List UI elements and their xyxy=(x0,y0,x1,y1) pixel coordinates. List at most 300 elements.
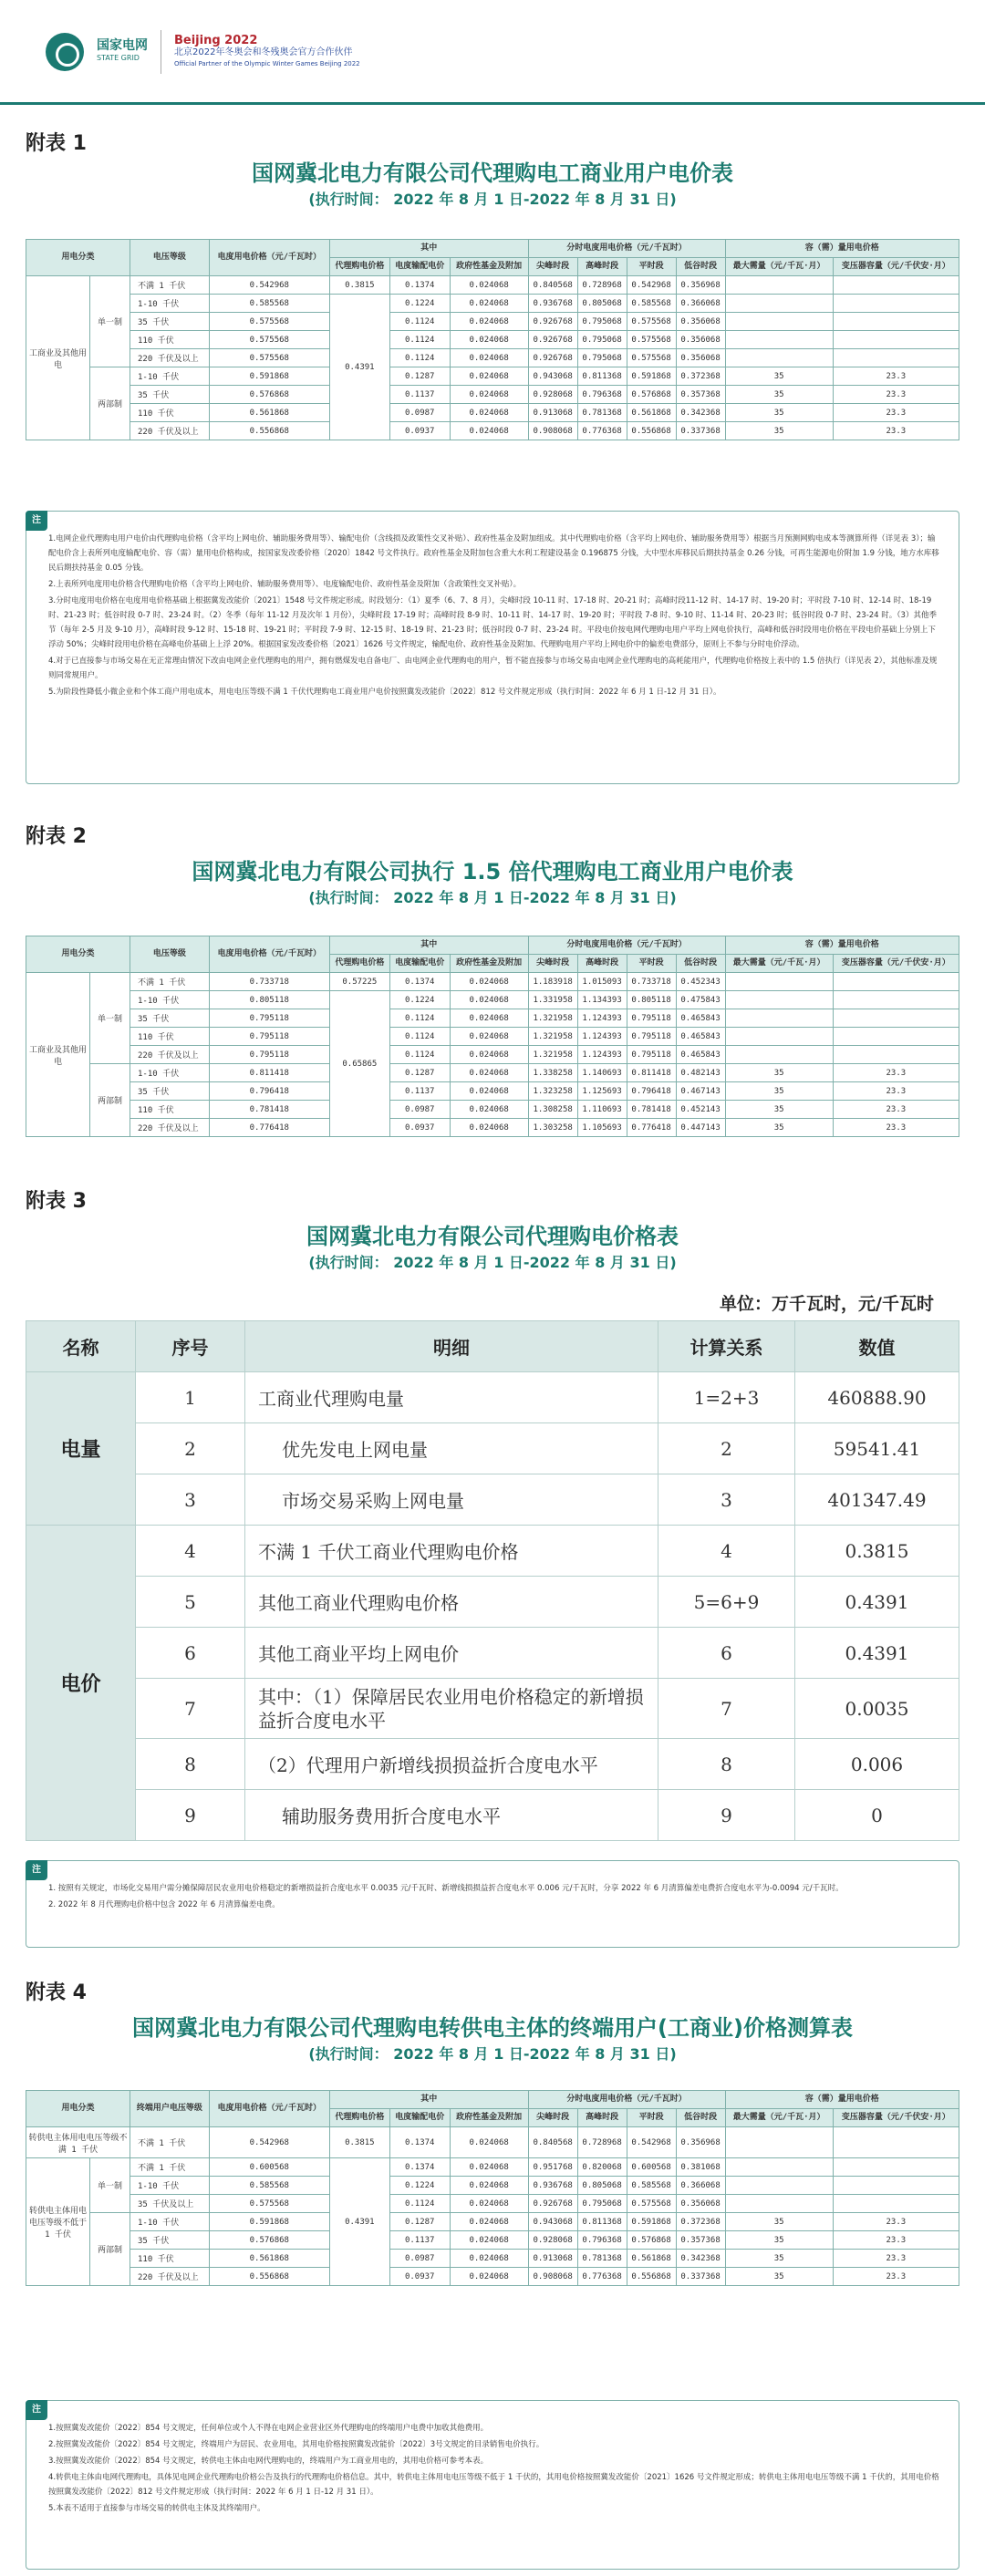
note-item: 2.上表所列电度用电价格含代理购电价格（含平均上网电价、辅助服务费用等）、电度输配电价、政府性基金及附加（含政策性交叉补贴）。 xyxy=(48,580,522,589)
cell: 1.331958 xyxy=(528,991,577,1009)
table3-period: (执行时间： 2022 年 8 月 1 日-2022 年 8 月 31 日) xyxy=(308,1254,677,1271)
cell: 0.795118 xyxy=(627,1009,676,1028)
table-row xyxy=(26,349,959,367)
cell: 0.1374 xyxy=(389,2158,450,2177)
table-row xyxy=(26,2158,959,2177)
header-end-user-voltage: 终端用户电压等级 xyxy=(130,2091,210,2127)
header-divider xyxy=(0,102,985,105)
cell xyxy=(833,276,959,295)
table-row xyxy=(26,2268,959,2286)
cell: 1.183918 xyxy=(528,973,577,991)
table-row xyxy=(26,2177,959,2195)
header-purchase: 代理购电价格 xyxy=(329,955,389,973)
cell: 0.024068 xyxy=(450,367,528,386)
table-row xyxy=(26,1577,959,1628)
cell: 0.576868 xyxy=(209,386,329,404)
header-purchase: 代理购电价格 xyxy=(329,2109,389,2127)
cell: 0.356068 xyxy=(676,349,725,367)
table-row xyxy=(26,386,959,404)
cell xyxy=(725,1046,833,1064)
cell: 35 千伏 xyxy=(130,386,210,404)
cell: 0.465843 xyxy=(676,1009,725,1028)
cell: 0.585568 xyxy=(209,295,329,313)
header-of-which: 其中 xyxy=(329,2091,528,2109)
cell: 0.795118 xyxy=(627,1028,676,1046)
cell: 1-10 千伏 xyxy=(130,991,210,1009)
cell: 0.482143 xyxy=(676,1064,725,1082)
cell: 0.936768 xyxy=(528,295,577,313)
cell: 35 xyxy=(725,1101,833,1119)
cell: 0.811418 xyxy=(209,1064,329,1082)
cell: 不满 1 千伏 xyxy=(130,2158,210,2177)
cell: 4 xyxy=(658,1526,795,1577)
cell: 220 千伏及以上 xyxy=(130,2268,210,2286)
header-transformer: 变压器容量（元/千伏安·月） xyxy=(833,2109,959,2127)
cell: 0.1287 xyxy=(389,2213,450,2231)
cell: 6 xyxy=(658,1628,795,1679)
cell: 0.3815 xyxy=(329,2127,389,2158)
cell: 0.928068 xyxy=(528,386,577,404)
cell xyxy=(725,295,833,313)
note-item: 1. 按照有关规定，市场化交易用户需分摊保障居民农业用电价格稳定的新增损益折合度电水平 0.0035 元/千瓦时、新增线损损益折合度电水平 0.006 元/千瓦时，分享 2022 年 6 月清算偏差电费折合度电水平为-0.0094 元/千瓦时。 xyxy=(48,1884,844,1893)
note-item: 5.为阶段性降低小微企业和个体工商户用电成本，用电电压等级不满 1 千伏代理购电工商业用户电价按照冀发改能价〔2022〕812 号文件规定形成（执行时间：2022 年 6 月 1 日-12 月 31 日）。 xyxy=(48,688,721,697)
cell: 23.3 xyxy=(833,422,959,440)
cell: 0.796368 xyxy=(577,2231,627,2250)
cell: 35 xyxy=(725,422,833,440)
cell: 0.781368 xyxy=(577,404,627,422)
table-row xyxy=(26,2195,959,2213)
cell: 0.1137 xyxy=(389,1082,450,1101)
note-tag: 注 xyxy=(26,1860,47,1880)
header-tou: 分时电度用电价格（元/千瓦时） xyxy=(528,240,725,258)
cell: 0.1124 xyxy=(389,331,450,349)
note-item: 4.转供电主体由电网代理购电，具体见电网企业代理购电价格公告及执行的代理购电价格信息。其中，转供电主体用电电压等级不低于 1 千伏的，其用电价格按照冀发改能价〔2021〕1626 号文件规定形成；转供电主体用电电压等级不满 1 千伏的，其用电价格按照冀发改能价〔2022〕812 号文件规定形成（执行时间：2022 年 6 月 1 日-12 月 31 日）。 xyxy=(48,2473,939,2497)
cell-merged-purchase: 0.65865 xyxy=(329,991,389,1137)
table3-title: 国网冀北电力有限公司代理购电价格表 xyxy=(306,1224,679,1249)
cell: 0.366068 xyxy=(676,295,725,313)
cell: 0.796418 xyxy=(209,1082,329,1101)
cell: 0.024068 xyxy=(450,1119,528,1137)
cell: 23.3 xyxy=(833,1101,959,1119)
cell: 0.591868 xyxy=(627,2213,676,2231)
header-peak-top: 尖峰时段 xyxy=(528,258,577,276)
cell: 不满 1 千伏 xyxy=(130,276,210,295)
cell: 0.796418 xyxy=(627,1082,676,1101)
table3 xyxy=(26,1320,959,1841)
header-purchase: 代理购电价格 xyxy=(329,258,389,276)
cell: 220 千伏及以上 xyxy=(130,1119,210,1137)
detail-cell: 优先发电上网电量 xyxy=(245,1423,658,1474)
note-item: 1.电网企业代理购电用户电价由代理购电价格（含平均上网电价、辅助服务费用等）、输配电价（含线损及政策性交叉补贴）、政府性基金及附加组成。其中代理购电价格（含平均上网电价、辅助服务费用等）根据当月预测网购电成本等测算所得（详见表 3）；输配电价含上表所列电度输配电价、容（需）量用电价格构成，按国家发改委价格〔2020〕1842 号文件执行。政府性基金及附加包含重大水利工程建设基金 0.196875 分钱，大中型水库移民后期扶持基金 0.26 分钱，可再生能源电价附加 1.9 分钱，地方水库移民后期扶持基金 0.05 分钱。 xyxy=(48,534,939,573)
cell: 0.542968 xyxy=(627,276,676,295)
cell: 0.585568 xyxy=(209,2177,329,2195)
state-grid-logo-icon xyxy=(46,33,84,71)
cell: 0.1374 xyxy=(389,2127,450,2158)
cell xyxy=(725,2195,833,2213)
cell: 0.024068 xyxy=(450,1009,528,1028)
cell: 0.024068 xyxy=(450,1101,528,1119)
cell xyxy=(833,973,959,991)
header-transformer: 变压器容量（元/千伏安·月） xyxy=(833,258,959,276)
header-fund: 政府性基金及附加 xyxy=(450,258,528,276)
cell: 0.951768 xyxy=(528,2158,577,2177)
header-price: 电度用电价格（元/千瓦时） xyxy=(209,240,329,276)
cell: 0.381068 xyxy=(676,2158,725,2177)
header-col-0: 名称 xyxy=(26,1321,136,1372)
cell: 1-10 千伏 xyxy=(130,295,210,313)
cell: 0.0035 xyxy=(795,1679,959,1739)
cell: 35 xyxy=(725,386,833,404)
cell: 0.591868 xyxy=(627,367,676,386)
cell: 0.600568 xyxy=(209,2158,329,2177)
cell: 0.1374 xyxy=(389,973,450,991)
cell: 0.356968 xyxy=(676,276,725,295)
table-row xyxy=(26,2213,959,2231)
cell: 35 xyxy=(725,2231,833,2250)
cell: 0.728968 xyxy=(577,276,627,295)
cell xyxy=(833,1046,959,1064)
header-peak-top: 尖峰时段 xyxy=(528,2109,577,2127)
cell: 0.936768 xyxy=(528,2177,577,2195)
cell: 0.561868 xyxy=(627,2250,676,2268)
cell: 1.321958 xyxy=(528,1028,577,1046)
cell: 0.781368 xyxy=(577,2250,627,2268)
cell: 0.006 xyxy=(795,1739,959,1790)
group-below-1kv: 转供电主体用电电压等级不满 1 千伏 xyxy=(26,2127,130,2158)
cell: 0.024068 xyxy=(450,276,528,295)
note-tag: 注 xyxy=(26,2400,47,2420)
table-row xyxy=(26,422,959,440)
cell: 23.3 xyxy=(833,1064,959,1082)
cell: 0.795068 xyxy=(577,313,627,331)
cell: 1.338258 xyxy=(528,1064,577,1082)
cell: 0.024068 xyxy=(450,2127,528,2158)
cell: 0.024068 xyxy=(450,2213,528,2231)
cell: 0.452143 xyxy=(676,1101,725,1119)
cell: 35 xyxy=(725,2250,833,2268)
table-row xyxy=(26,1790,959,1841)
cell: 0.575568 xyxy=(627,313,676,331)
cell: 0.840568 xyxy=(528,2127,577,2158)
cell: 0.475843 xyxy=(676,991,725,1009)
header-capacity: 容（需）量用电价格 xyxy=(725,2091,959,2109)
header-price: 电度用电价格（元/千瓦时） xyxy=(209,936,329,973)
cell: 0.024068 xyxy=(450,991,528,1009)
cell: 0.1124 xyxy=(389,1028,450,1046)
category-quantity: 电量 xyxy=(26,1372,136,1526)
header-maxdemand: 最大需量（元/千瓦·月） xyxy=(725,258,833,276)
cell: 4 xyxy=(136,1526,245,1577)
cell xyxy=(833,1028,959,1046)
group-above-1kv: 转供电主体用电电压等级不低于 1 千伏 xyxy=(26,2158,90,2286)
cell xyxy=(833,2127,959,2158)
note-item: 4.对于已直接参与市场交易在无正常理由情况下改由电网企业代理购电的用户，拥有燃煤发电自备电厂、由电网企业代理购电的用户，暂不能直接参与市场交易由电网企业代理购电的高耗能用户，代理购电价格按上表中的 1.5 倍执行（详见表 2），其他标准及规则同常规用户。 xyxy=(48,657,938,680)
cell: 0.556868 xyxy=(627,2268,676,2286)
note-item: 1.按照冀发改能价〔2022〕854 号文规定，任何单位或个人不得在电网企业营业区外代理购电的终端用户电费中加收其他费用。 xyxy=(48,2424,489,2433)
cell: 35 xyxy=(725,2213,833,2231)
cell: 1-10 千伏 xyxy=(130,2213,210,2231)
cell xyxy=(833,349,959,367)
table-row xyxy=(26,295,959,313)
cell: 0.024068 xyxy=(450,2231,528,2250)
cell: 0.1374 xyxy=(389,276,450,295)
cell xyxy=(725,331,833,349)
cell: 23.3 xyxy=(833,2231,959,2250)
header-peak: 高峰时段 xyxy=(577,258,627,276)
cell: 110 千伏 xyxy=(130,2250,210,2268)
cell: 0.585568 xyxy=(627,295,676,313)
cell: 0.575568 xyxy=(627,2195,676,2213)
cell xyxy=(725,2127,833,2158)
table4-period: (执行时间： 2022 年 8 月 1 日-2022 年 8 月 31 日) xyxy=(308,2045,677,2063)
cell: 0.372368 xyxy=(676,367,725,386)
cell-merged-purchase: 0.4391 xyxy=(329,2158,389,2286)
header-valley: 低谷时段 xyxy=(676,2109,725,2127)
cell: 110 千伏 xyxy=(130,331,210,349)
cell: 0.024068 xyxy=(450,404,528,422)
group-single: 单一制 xyxy=(90,973,130,1064)
header-col-1: 序号 xyxy=(136,1321,245,1372)
detail-cell: 不满 1 千伏工商业代理购电价格 xyxy=(245,1526,658,1577)
table2-title: 国网冀北电力有限公司执行 1.5 倍代理购电工商业用户电价表 xyxy=(192,859,793,885)
header-flat: 平时段 xyxy=(627,955,676,973)
cell: 0.926768 xyxy=(528,313,577,331)
cell: 23.3 xyxy=(833,386,959,404)
cell: 不满 1 千伏 xyxy=(130,2127,210,2158)
table1 xyxy=(26,239,959,440)
cell: 0.366068 xyxy=(676,2177,725,2195)
cell: 0.575568 xyxy=(209,331,329,349)
cell: 0.372368 xyxy=(676,2213,725,2231)
cell: 35 xyxy=(725,1082,833,1101)
group-commercial: 工商业及其他用电 xyxy=(26,276,90,440)
cell: 0.805068 xyxy=(577,295,627,313)
cell xyxy=(725,349,833,367)
cell: 0.447143 xyxy=(676,1119,725,1137)
table-row xyxy=(26,1009,959,1028)
detail-cell: 其中：（1）保障居民农业用电价格稳定的新增损益折合度电水平 xyxy=(245,1679,658,1739)
header-maxdemand: 最大需量（元/千瓦·月） xyxy=(725,2109,833,2127)
group-single: 单一制 xyxy=(90,2158,130,2213)
cell: 0.576868 xyxy=(209,2231,329,2250)
cell: 23.3 xyxy=(833,1082,959,1101)
table-row xyxy=(26,1423,959,1474)
table2-period: (执行时间： 2022 年 8 月 1 日-2022 年 8 月 31 日) xyxy=(308,889,677,906)
cell: 0.337368 xyxy=(676,2268,725,2286)
attachment-3-label: 附表 3 xyxy=(26,1190,87,1213)
header-trans: 电度输配电价 xyxy=(389,2109,450,2127)
cell: 0 xyxy=(795,1790,959,1841)
cell: 0.575568 xyxy=(627,349,676,367)
table4-notes xyxy=(26,2400,959,2570)
cell-merged-purchase: 0.4391 xyxy=(329,295,389,440)
category-price: 电价 xyxy=(26,1526,136,1841)
cell: 0.776368 xyxy=(577,422,627,440)
cell: 1-10 千伏 xyxy=(130,2177,210,2195)
cell: 0.0937 xyxy=(389,1119,450,1137)
cell: 0.465843 xyxy=(676,1046,725,1064)
cell: 0.575568 xyxy=(627,331,676,349)
table-row xyxy=(26,313,959,331)
cell: 220 千伏及以上 xyxy=(130,349,210,367)
cell: 0.928068 xyxy=(528,2231,577,2250)
cell: 0.1224 xyxy=(389,2177,450,2195)
table1-title: 国网冀北电力有限公司代理购电工商业用户电价表 xyxy=(252,160,733,186)
table1-period: (执行时间： 2022 年 8 月 1 日-2022 年 8 月 31 日) xyxy=(308,191,677,208)
header-flat: 平时段 xyxy=(627,2109,676,2127)
header-tou: 分时电度用电价格（元/千瓦时） xyxy=(528,2091,725,2109)
cell: 220 千伏及以上 xyxy=(130,1046,210,1064)
cell: 0.357368 xyxy=(676,386,725,404)
header-tou: 分时电度用电价格（元/千瓦时） xyxy=(528,936,725,955)
header-category: 用电分类 xyxy=(26,2091,130,2127)
header-peak: 高峰时段 xyxy=(577,2109,627,2127)
cell: 0.0987 xyxy=(389,2250,450,2268)
cell: 7 xyxy=(136,1679,245,1739)
header-fund: 政府性基金及附加 xyxy=(450,955,528,973)
header-col-4: 数值 xyxy=(795,1321,959,1372)
cell: 0.576868 xyxy=(627,386,676,404)
cell: 0.561868 xyxy=(209,404,329,422)
cell: 35 xyxy=(725,367,833,386)
table-row xyxy=(26,1526,959,1577)
header-category: 用电分类 xyxy=(26,240,130,276)
note-item: 3.分时电度用电价格在电度用电价格基础上根据冀发改能价〔2021〕1548 号文件规定形成。时段划分：（1）夏季（6、7、8 月），尖峰时段 10-11 时、17-18 时、20-21 时；高峰时段11-12 时、14-17 时、19-20 时；平时段 7-10 时、12-14 时、18-19 时、21-23 时；低谷时段 0-7 时、23-24 时。（2）冬季（每年 11-12 月及次年 1 月份），尖峰时段 17-19 时；高峰时段 8-9 时、10-11 时、14-17 时、19-20 时；平时段 7-8 时、9-10 时、11-14 时、20-23 时；低谷时段 0-7 时、23-24 时。（3）其他季节（每年 2-5 月及 9-10 月），高峰时段 9-12 时、15-18 时、19-21 时；平时段 7-9 时、12-15 时、18-19 时、21-23 时；低谷时段 0-7 时、23-24 时。平段电价按电网代理购电用户平均上网电价执行，高峰和低谷时段用电价格在平段电价基础上分别上下浮动 50%；尖峰时段用电价格在高峰电价基础上上浮 20%。根据国家发改委价格〔2021〕1626 号文件规定，输配电价、政府性基金及附加、代理购电用户平均上网电价中的偏差电费部分，原则上不参与分时电价浮动。 xyxy=(48,596,937,649)
header-valley: 低谷时段 xyxy=(676,258,725,276)
cell: 0.024068 xyxy=(450,2250,528,2268)
cell: 9 xyxy=(136,1790,245,1841)
cell xyxy=(833,313,959,331)
note-item: 3.按照冀发改能价〔2022〕854 号文规定，转供电主体由电网代理购电的，终端用户为工商业用电的，其用电价格可参考本表。 xyxy=(48,2457,489,2466)
cell: 0.0937 xyxy=(389,422,450,440)
cell: 1.124393 xyxy=(577,1046,627,1064)
cell: 0.805118 xyxy=(209,991,329,1009)
header-capacity: 容（需）量用电价格 xyxy=(725,936,959,955)
cell xyxy=(725,2158,833,2177)
cell xyxy=(833,1009,959,1028)
cell xyxy=(725,276,833,295)
header-maxdemand: 最大需量（元/千瓦·月） xyxy=(725,955,833,973)
cell: 0.575568 xyxy=(209,349,329,367)
cell: 0.3815 xyxy=(329,276,389,295)
detail-cell: 工商业代理购电量 xyxy=(245,1372,658,1423)
cell: 110 千伏 xyxy=(130,1101,210,1119)
table4 xyxy=(26,2090,959,2286)
cell: 0.795068 xyxy=(577,349,627,367)
header-of-which: 其中 xyxy=(329,240,528,258)
table-row xyxy=(26,2127,959,2158)
cell: 9 xyxy=(658,1790,795,1841)
cell: 0.811368 xyxy=(577,2213,627,2231)
header-flat: 平时段 xyxy=(627,258,676,276)
cell: 0.57225 xyxy=(329,973,389,991)
cell: 0.357368 xyxy=(676,2231,725,2250)
table4-title: 国网冀北电力有限公司代理购电转供电主体的终端用户(工商业)价格测算表 xyxy=(132,2015,853,2041)
detail-cell: 其他工商业代理购电价格 xyxy=(245,1577,658,1628)
header-voltage: 电压等级 xyxy=(130,936,210,973)
cell xyxy=(833,2177,959,2195)
attachment-4-label: 附表 4 xyxy=(26,1981,87,2004)
attachment-1-label: 附表 1 xyxy=(26,132,87,155)
table-row xyxy=(26,973,959,991)
cell: 0.024068 xyxy=(450,2177,528,2195)
detail-cell: 其他工商业平均上网电价 xyxy=(245,1628,658,1679)
cell: 0.776418 xyxy=(627,1119,676,1137)
cell: 0.561868 xyxy=(627,404,676,422)
cell: 0.1124 xyxy=(389,349,450,367)
cell: 7 xyxy=(658,1679,795,1739)
olympic-logo: Beijing 2022 北京2022年冬奥会和冬残奥会官方合作伙伴 Official Partner of the Olympic Winter Games Beijing 2022 xyxy=(174,33,360,67)
cell: 1.321958 xyxy=(528,1046,577,1064)
detail-cell: 市场交易采购上网电量 xyxy=(245,1474,658,1526)
cell: 5 xyxy=(136,1577,245,1628)
cell: 0.0987 xyxy=(389,1101,450,1119)
cell: 23.3 xyxy=(833,404,959,422)
cell: 0.1124 xyxy=(389,2195,450,2213)
header-trans: 电度输配电价 xyxy=(389,258,450,276)
cell: 8 xyxy=(136,1739,245,1790)
cell: 0.024068 xyxy=(450,1028,528,1046)
cell: 0.776418 xyxy=(209,1119,329,1137)
table-row xyxy=(26,1064,959,1082)
cell: 0.576868 xyxy=(627,2231,676,2250)
cell: 0.1137 xyxy=(389,386,450,404)
cell: 0.337368 xyxy=(676,422,725,440)
cell: 0.4391 xyxy=(795,1628,959,1679)
cell: 0.356068 xyxy=(676,331,725,349)
cell: 0.0987 xyxy=(389,404,450,422)
cell: 0.024068 xyxy=(450,2268,528,2286)
cell: 0.600568 xyxy=(627,2158,676,2177)
cell: 35 千伏 xyxy=(130,313,210,331)
cell: 0.575568 xyxy=(209,313,329,331)
table-row xyxy=(26,2250,959,2268)
cell: 0.908068 xyxy=(528,422,577,440)
header-trans: 电度输配电价 xyxy=(389,955,450,973)
cell xyxy=(833,991,959,1009)
cell: 1-10 千伏 xyxy=(130,367,210,386)
cell: 23.3 xyxy=(833,367,959,386)
header-valley: 低谷时段 xyxy=(676,955,725,973)
table-row xyxy=(26,2231,959,2250)
cell: 0.1224 xyxy=(389,991,450,1009)
cell: 0.728968 xyxy=(577,2127,627,2158)
cell: 0.1287 xyxy=(389,367,450,386)
header-price: 电度用电价格（元/千瓦时） xyxy=(209,2091,329,2127)
cell: 6 xyxy=(136,1628,245,1679)
attachment-2-label: 附表 2 xyxy=(26,825,87,848)
cell: 110 千伏 xyxy=(130,1028,210,1046)
cell xyxy=(833,2195,959,2213)
cell: 0.926768 xyxy=(528,349,577,367)
header-transformer: 变压器容量（元/千伏安·月） xyxy=(833,955,959,973)
cell: 0.556868 xyxy=(209,422,329,440)
cell: 1.323258 xyxy=(528,1082,577,1101)
header-logos xyxy=(46,20,360,84)
table-row xyxy=(26,1474,959,1526)
cell: 1.124393 xyxy=(577,1009,627,1028)
cell: 0.1287 xyxy=(389,1064,450,1082)
cell xyxy=(725,313,833,331)
header-voltage: 电压等级 xyxy=(130,240,210,276)
cell: 0.943068 xyxy=(528,367,577,386)
note-item: 2.按照冀发改能价〔2022〕854 号文规定，终端用户为居民、农业用电，其用电价格按照冀发改能价〔2022〕3号文规定的目录销售电价执行。 xyxy=(48,2440,544,2449)
cell: 0.820068 xyxy=(577,2158,627,2177)
cell: 460888.90 xyxy=(795,1372,959,1423)
cell: 0.1124 xyxy=(389,1046,450,1064)
table-row xyxy=(26,404,959,422)
cell: 0.024068 xyxy=(450,295,528,313)
